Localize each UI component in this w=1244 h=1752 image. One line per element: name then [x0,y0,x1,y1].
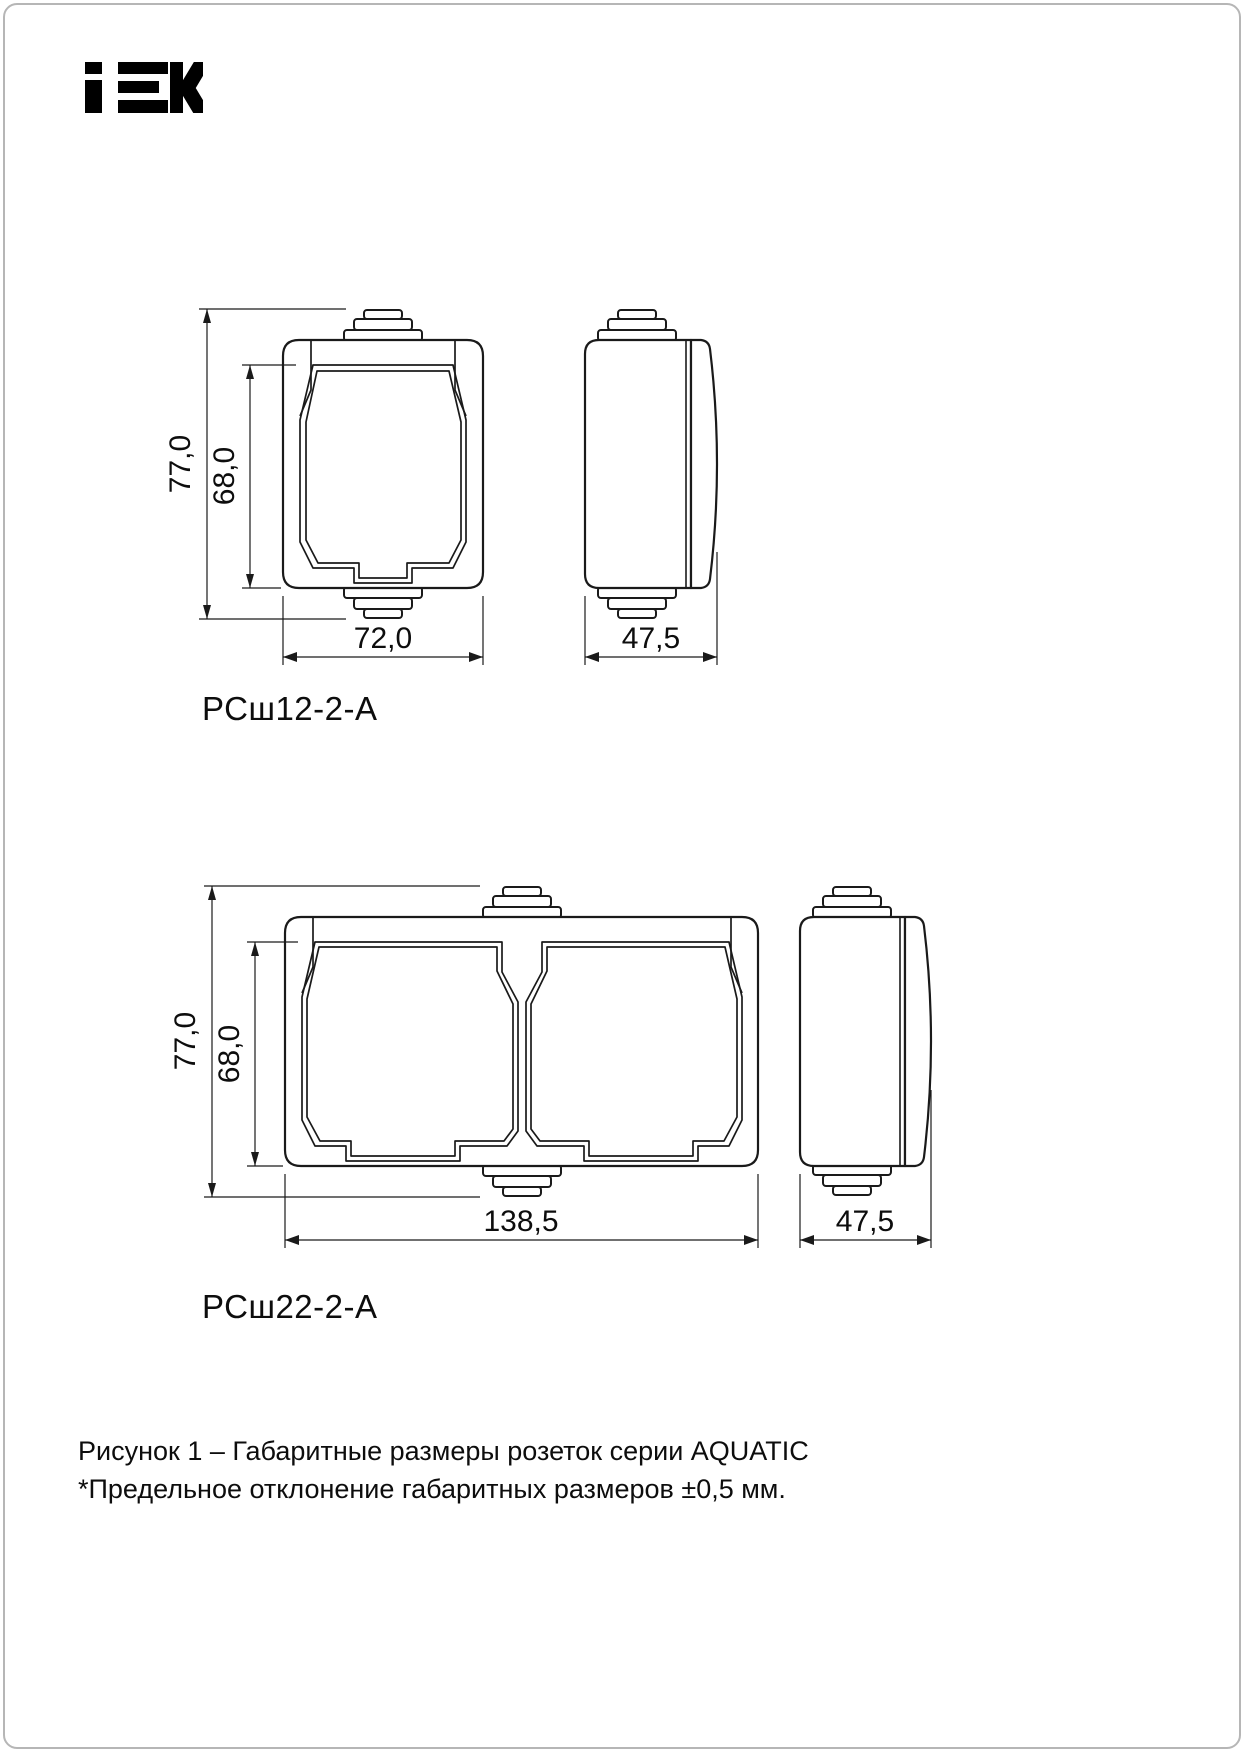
dim-depth-value: 47,5 [835,1205,895,1238]
lid-profile [691,340,717,588]
side-view-rcsh12 [585,310,717,618]
front-view-rcsh22 [285,887,758,1196]
model-label-rcsh12: РСш12-2-А [202,690,378,727]
cable-gland-bottom [598,587,676,618]
dim-width-value: 138,5 [483,1205,559,1238]
dim-lid-height-value: 68,0 [213,1024,246,1084]
cable-gland-top [598,310,676,341]
figure-caption [78,1432,809,1508]
dim-depth-value: 47,5 [621,622,681,655]
dim-width-value: 72,0 [353,622,413,655]
lid-profile [905,917,931,1166]
front-view-rcsh12 [283,310,483,618]
cable-gland-top [344,310,422,341]
drawing-rcsh12 [150,252,750,672]
iek-logo-icon [85,62,203,113]
iek-logo-glyphs [85,62,203,113]
dim-height-value: 77,0 [164,434,197,494]
cable-gland-top [483,887,561,918]
cable-gland-bottom [813,1164,891,1195]
cable-gland-top [813,887,891,918]
side-view-rcsh22 [800,887,931,1195]
model-label-rcsh22: РСш22-2-А [202,1288,378,1325]
drawing-rcsh22 [150,790,950,1260]
dim-height-value: 77,0 [169,1011,202,1071]
cable-gland-bottom [483,1165,561,1196]
figure-caption-line1: Рисунок 1 – Габаритные размеры розеток серии AQUATIC [78,1436,809,1466]
figure-caption-line2: *Предельное отклонение габаритных размеров ±0,5 мм. [78,1474,786,1504]
dim-lid-height-value: 68,0 [208,446,241,506]
cable-gland-bottom [344,587,422,618]
